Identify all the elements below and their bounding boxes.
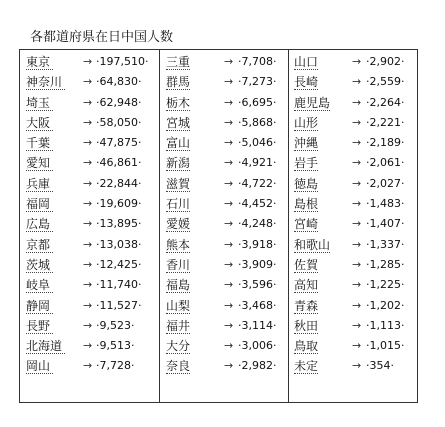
page-title: 各都道府県在日中国人数 (30, 30, 174, 45)
arrow-right-icon: → (224, 176, 234, 190)
prefecture-name: 福島 (166, 275, 190, 295)
prefecture-name: 新潟 (166, 153, 190, 173)
arrow-right-icon: → (83, 136, 93, 150)
prefecture-name: 沖縄 (294, 133, 318, 153)
prefecture-name: 島根 (294, 194, 318, 214)
prefecture-name: 大分 (166, 336, 190, 356)
population-value: ·1,337· (366, 237, 405, 251)
arrow-right-icon: → (224, 298, 234, 312)
arrow-right-icon: → (352, 156, 362, 170)
prefecture-name: 千葉 (26, 133, 50, 153)
prefecture-name: 栃木 (166, 93, 190, 113)
prefecture-name: 神奈川 (26, 72, 62, 92)
arrow-right-icon: → (352, 95, 362, 109)
arrow-right-icon: → (352, 318, 362, 332)
arrow-right-icon: → (83, 176, 93, 190)
arrow-right-icon: → (352, 197, 362, 211)
prefecture-name: 岡山 (26, 356, 50, 376)
arrow-right-icon: → (352, 136, 362, 150)
arrow-right-icon: → (352, 359, 362, 373)
prefecture-name: 愛媛 (166, 214, 190, 234)
arrow-right-icon: → (224, 359, 234, 373)
prefecture-name: 未定 (294, 356, 318, 376)
population-value: ·2,982· (238, 359, 277, 373)
population-value: ·3,006· (238, 339, 277, 353)
prefecture-name: 岐阜 (26, 275, 50, 295)
prefecture-name: 愛知 (26, 153, 50, 173)
arrow-right-icon: → (224, 197, 234, 211)
prefecture-name: 大阪 (26, 113, 50, 133)
arrow-right-icon: → (224, 115, 234, 129)
population-value: ·3,918· (238, 237, 277, 251)
prefecture-name: 群馬 (166, 72, 190, 92)
arrow-right-icon: → (83, 298, 93, 312)
population-value: ·3,114· (238, 318, 277, 332)
population-value: ·2,061· (366, 156, 405, 170)
prefecture-name: 岩手 (294, 153, 318, 173)
prefecture-name: 奈良 (166, 356, 190, 376)
population-value: ·13,038· (96, 237, 142, 251)
population-value: ·6,695· (238, 95, 277, 109)
arrow-right-icon: → (352, 278, 362, 292)
population-value: ·5,046· (238, 136, 277, 150)
arrow-right-icon: → (83, 156, 93, 170)
population-value: ·19,609· (96, 197, 142, 211)
population-value: ·354· (366, 359, 394, 373)
prefecture-name: 青森 (294, 296, 318, 316)
arrow-right-icon: → (224, 237, 234, 251)
arrow-right-icon: → (83, 339, 93, 353)
population-value: ·4,248· (238, 217, 277, 231)
prefecture-name: 山梨 (166, 296, 190, 316)
arrow-right-icon: → (83, 318, 93, 332)
arrow-right-icon: → (352, 217, 362, 231)
population-value: ·4,722· (238, 176, 277, 190)
arrow-right-icon: → (224, 257, 234, 271)
prefecture-name: 宮城 (166, 113, 190, 133)
prefecture-name: 滋賀 (166, 174, 190, 194)
prefecture-name: 埼玉 (26, 93, 50, 113)
prefecture-name: 広島 (26, 214, 50, 234)
prefecture-name: 高知 (294, 275, 318, 295)
arrow-right-icon: → (83, 217, 93, 231)
population-value: ·7,708· (238, 55, 277, 68)
population-value: ·2,221· (366, 115, 405, 129)
population-value: ·7,273· (238, 75, 277, 89)
arrow-right-icon: → (224, 339, 234, 353)
population-value: ·3,468· (238, 298, 277, 312)
population-value: ·1,202· (366, 298, 405, 312)
arrow-right-icon: → (352, 257, 362, 271)
arrow-right-icon: → (352, 75, 362, 89)
population-value: ·4,452· (238, 197, 277, 211)
arrow-right-icon: → (224, 136, 234, 150)
prefecture-name: 宮崎 (294, 214, 318, 234)
arrow-right-icon: → (224, 278, 234, 292)
population-value: ·46,861· (96, 156, 142, 170)
population-value: ·12,425· (96, 257, 142, 271)
prefecture-name: 山形 (294, 113, 318, 133)
arrow-right-icon: → (83, 75, 93, 89)
population-value: ·13,895· (96, 217, 142, 231)
prefecture-name: 福岡 (26, 194, 50, 214)
prefecture-name: 山口 (294, 52, 318, 72)
prefecture-name: 鹿児島 (294, 93, 330, 113)
arrow-right-icon: → (224, 95, 234, 109)
prefecture-name: 京都 (26, 235, 50, 255)
arrow-right-icon: → (83, 55, 93, 68)
prefecture-name: 香川 (166, 255, 190, 275)
arrow-right-icon: → (224, 156, 234, 170)
population-value: ·1,285· (366, 257, 405, 271)
prefecture-name: 富山 (166, 133, 190, 153)
prefecture-name: 長野 (26, 316, 50, 336)
arrow-right-icon: → (83, 359, 93, 373)
population-value: ·3,596· (238, 278, 277, 292)
prefecture-name: 北海道 (26, 336, 62, 356)
population-value: ·3,909· (238, 257, 277, 271)
arrow-right-icon: → (83, 237, 93, 251)
prefecture-table (19, 49, 418, 403)
arrow-right-icon: → (352, 339, 362, 353)
population-value: ·9,523· (96, 318, 135, 332)
arrow-right-icon: → (224, 55, 234, 68)
prefecture-name: 三重 (166, 52, 190, 72)
population-value: ·1,407· (366, 217, 405, 231)
prefecture-name: 兵庫 (26, 174, 50, 194)
population-value: ·2,189· (366, 136, 405, 150)
prefecture-name: 東京 (26, 52, 50, 72)
population-value: ·11,740· (96, 278, 142, 292)
population-value: ·4,921· (238, 156, 277, 170)
population-value: ·1,113· (366, 318, 405, 332)
arrow-right-icon: → (224, 217, 234, 231)
prefecture-name: 長崎 (294, 72, 318, 92)
arrow-right-icon: → (83, 197, 93, 211)
arrow-right-icon: → (83, 257, 93, 271)
prefecture-name: 徳島 (294, 174, 318, 194)
arrow-right-icon: → (352, 237, 362, 251)
arrow-right-icon: → (352, 55, 362, 68)
prefecture-name: 静岡 (26, 296, 50, 316)
prefecture-name: 福井 (166, 316, 190, 336)
prefecture-name: 佐賀 (294, 255, 318, 275)
arrow-right-icon: → (352, 298, 362, 312)
population-value: ·2,264· (366, 95, 405, 109)
arrow-right-icon: → (83, 278, 93, 292)
population-value: ·2,559· (366, 75, 405, 89)
population-value: ·2,902· (366, 55, 405, 68)
population-value: ·22,844· (96, 176, 142, 190)
column-divider (288, 50, 289, 402)
prefecture-name: 石川 (166, 194, 190, 214)
arrow-right-icon: → (224, 75, 234, 89)
population-value: ·1,015· (366, 339, 405, 353)
prefecture-name: 茨城 (26, 255, 50, 275)
population-value: ·1,483· (366, 197, 405, 211)
population-value: ·7,728· (96, 359, 135, 373)
population-value: ·197,510· (96, 55, 149, 68)
population-value: ·1,225· (366, 278, 405, 292)
arrow-right-icon: → (352, 115, 362, 129)
population-value: ·9,513· (96, 339, 135, 353)
arrow-right-icon: → (352, 176, 362, 190)
population-value: ·47,875· (96, 136, 142, 150)
prefecture-name: 熊本 (166, 235, 190, 255)
prefecture-name: 秋田 (294, 316, 318, 336)
population-value: ·11,527· (96, 298, 142, 312)
arrow-right-icon: → (83, 115, 93, 129)
population-value: ·62,948· (96, 95, 142, 109)
population-value: ·58,050· (96, 115, 142, 129)
arrow-right-icon: → (83, 95, 93, 109)
prefecture-name: 和歌山 (294, 235, 330, 255)
population-value: ·64,830· (96, 75, 142, 89)
arrow-right-icon: → (224, 318, 234, 332)
population-value: ·5,868· (238, 115, 277, 129)
population-value: ·2,027· (366, 176, 405, 190)
column-divider (159, 50, 160, 402)
prefecture-name: 鳥取 (294, 336, 318, 356)
